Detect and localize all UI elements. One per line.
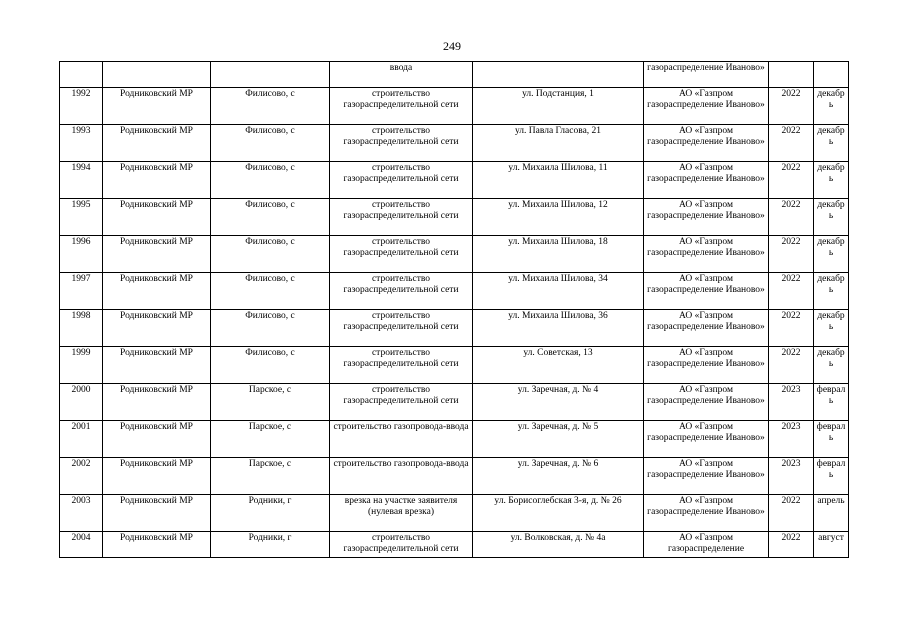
cell-num: 1999 xyxy=(60,347,103,384)
cell-settlement: Парское, с xyxy=(211,384,330,421)
cell-month: декабрь xyxy=(814,88,849,125)
table-row xyxy=(60,236,849,273)
cell-address: ул. Волковская, д. № 4а xyxy=(473,532,644,558)
cell-year: 2022 xyxy=(769,495,814,532)
cell-address: ул. Заречная, д. № 4 xyxy=(473,384,644,421)
cell-settlement: Филисово, с xyxy=(211,199,330,236)
cell-year: 2022 xyxy=(769,88,814,125)
cell-org: АО «Газпром газораспределение Иваново» xyxy=(644,495,769,532)
cell-district: Родниковский МР xyxy=(103,347,211,384)
cell-settlement: Филисово, с xyxy=(211,236,330,273)
cell-month: август xyxy=(814,532,849,558)
cell-num: 1998 xyxy=(60,310,103,347)
cell-year: 2022 xyxy=(769,125,814,162)
cell-district: Родниковский МР xyxy=(103,310,211,347)
cell-work: строительство газораспределительной сети xyxy=(330,273,473,310)
cell-district: Родниковский МР xyxy=(103,384,211,421)
cell-address: ул. Борисоглебская 3-я, д. № 26 xyxy=(473,495,644,532)
cell-district: Родниковский МР xyxy=(103,162,211,199)
cell-org: АО «Газпром газораспределение xyxy=(644,532,769,558)
cell-month: декабрь xyxy=(814,310,849,347)
cell-district xyxy=(103,62,211,88)
cell-district: Родниковский МР xyxy=(103,458,211,495)
cell-org: АО «Газпром газораспределение Иваново» xyxy=(644,88,769,125)
cell-year: 2023 xyxy=(769,421,814,458)
cell-work: строительство газораспределительной сети xyxy=(330,347,473,384)
cell-org: газораспределение Иваново» xyxy=(644,62,769,88)
cell-month: февраль xyxy=(814,384,849,421)
cell-work: строительство газораспределительной сети xyxy=(330,125,473,162)
cell-year: 2022 xyxy=(769,199,814,236)
cell-year: 2022 xyxy=(769,532,814,558)
cell-year: 2023 xyxy=(769,458,814,495)
table-row xyxy=(60,273,849,310)
cell-num: 1995 xyxy=(60,199,103,236)
cell-settlement: Филисово, с xyxy=(211,310,330,347)
cell-num: 1996 xyxy=(60,236,103,273)
cell-work: строительство газопровода-ввода xyxy=(330,421,473,458)
cell-district: Родниковский МР xyxy=(103,421,211,458)
cell-num: 1992 xyxy=(60,88,103,125)
cell-settlement: Филисово, с xyxy=(211,162,330,199)
cell-settlement: Родники, г xyxy=(211,532,330,558)
cell-settlement xyxy=(211,62,330,88)
table-row xyxy=(60,162,849,199)
cell-work: врезка на участке заявителя (нулевая врезка) xyxy=(330,495,473,532)
cell-org: АО «Газпром газораспределение Иваново» xyxy=(644,347,769,384)
cell-year xyxy=(769,62,814,88)
cell-settlement: Парское, с xyxy=(211,421,330,458)
cell-num: 2001 xyxy=(60,421,103,458)
cell-month: апрель xyxy=(814,495,849,532)
cell-month: декабрь xyxy=(814,199,849,236)
cell-num: 2000 xyxy=(60,384,103,421)
cell-year: 2022 xyxy=(769,236,814,273)
cell-num xyxy=(60,62,103,88)
cell-work: строительство газораспределительной сети xyxy=(330,532,473,558)
cell-district: Родниковский МР xyxy=(103,125,211,162)
cell-month: декабрь xyxy=(814,347,849,384)
cell-address: ул. Михаила Шилова, 12 xyxy=(473,199,644,236)
table-row xyxy=(60,495,849,532)
cell-address: ул. Подстанция, 1 xyxy=(473,88,644,125)
cell-address: ул. Павла Гласова, 21 xyxy=(473,125,644,162)
cell-year: 2022 xyxy=(769,310,814,347)
cell-num: 1994 xyxy=(60,162,103,199)
cell-work: строительство газораспределительной сети xyxy=(330,384,473,421)
cell-address: ул. Советская, 13 xyxy=(473,347,644,384)
cell-month: февраль xyxy=(814,421,849,458)
cell-district: Родниковский МР xyxy=(103,495,211,532)
cell-org: АО «Газпром газораспределение Иваново» xyxy=(644,199,769,236)
cell-work: строительство газораспределительной сети xyxy=(330,162,473,199)
cell-num: 1997 xyxy=(60,273,103,310)
table-row xyxy=(60,199,849,236)
cell-month: декабрь xyxy=(814,273,849,310)
cell-settlement: Филисово, с xyxy=(211,273,330,310)
cell-num: 2003 xyxy=(60,495,103,532)
cell-settlement: Парское, с xyxy=(211,458,330,495)
table-row xyxy=(60,347,849,384)
cell-org: АО «Газпром газораспределение Иваново» xyxy=(644,458,769,495)
cell-year: 2022 xyxy=(769,162,814,199)
cell-month: декабрь xyxy=(814,125,849,162)
cell-org: АО «Газпром газораспределение Иваново» xyxy=(644,421,769,458)
table-row xyxy=(60,458,849,495)
cell-district: Родниковский МР xyxy=(103,236,211,273)
cell-settlement: Филисово, с xyxy=(211,347,330,384)
table-row xyxy=(60,532,849,558)
cell-org: АО «Газпром газораспределение Иваново» xyxy=(644,273,769,310)
cell-month: декабрь xyxy=(814,236,849,273)
cell-year: 2022 xyxy=(769,273,814,310)
cell-num: 1993 xyxy=(60,125,103,162)
cell-address: ул. Заречная, д. № 6 xyxy=(473,458,644,495)
cell-settlement: Родники, г xyxy=(211,495,330,532)
cell-address xyxy=(473,62,644,88)
cell-address: ул. Михаила Шилова, 11 xyxy=(473,162,644,199)
cell-district: Родниковский МР xyxy=(103,532,211,558)
cell-org: АО «Газпром газораспределение Иваново» xyxy=(644,162,769,199)
cell-work: строительство газопровода-ввода xyxy=(330,458,473,495)
cell-district: Родниковский МР xyxy=(103,273,211,310)
cell-month xyxy=(814,62,849,88)
cell-address: ул. Михаила Шилова, 34 xyxy=(473,273,644,310)
table-row xyxy=(60,125,849,162)
cell-work: строительство газораспределительной сети xyxy=(330,88,473,125)
cell-work: строительство газораспределительной сети xyxy=(330,310,473,347)
cell-address: ул. Заречная, д. № 5 xyxy=(473,421,644,458)
cell-year: 2023 xyxy=(769,384,814,421)
cell-work: строительство газораспределительной сети xyxy=(330,236,473,273)
cell-settlement: Филисово, с xyxy=(211,88,330,125)
cell-org: АО «Газпром газораспределение Иваново» xyxy=(644,236,769,273)
cell-address: ул. Михаила Шилова, 36 xyxy=(473,310,644,347)
cell-district: Родниковский МР xyxy=(103,88,211,125)
table-row xyxy=(60,384,849,421)
page-number: 249 xyxy=(443,39,461,53)
table-row xyxy=(60,62,849,88)
cell-work: строительство газораспределительной сети xyxy=(330,199,473,236)
cell-work: ввода xyxy=(330,62,473,88)
table-row xyxy=(60,310,849,347)
cell-org: АО «Газпром газораспределение Иваново» xyxy=(644,125,769,162)
cell-num: 2002 xyxy=(60,458,103,495)
gasification-table xyxy=(59,61,849,558)
cell-month: декабрь xyxy=(814,162,849,199)
table-row xyxy=(60,421,849,458)
cell-org: АО «Газпром газораспределение Иваново» xyxy=(644,310,769,347)
cell-settlement: Филисово, с xyxy=(211,125,330,162)
cell-month: февраль xyxy=(814,458,849,495)
table-row xyxy=(60,88,849,125)
cell-year: 2022 xyxy=(769,347,814,384)
cell-address: ул. Михаила Шилова, 18 xyxy=(473,236,644,273)
cell-num: 2004 xyxy=(60,532,103,558)
cell-district: Родниковский МР xyxy=(103,199,211,236)
cell-org: АО «Газпром газораспределение Иваново» xyxy=(644,384,769,421)
